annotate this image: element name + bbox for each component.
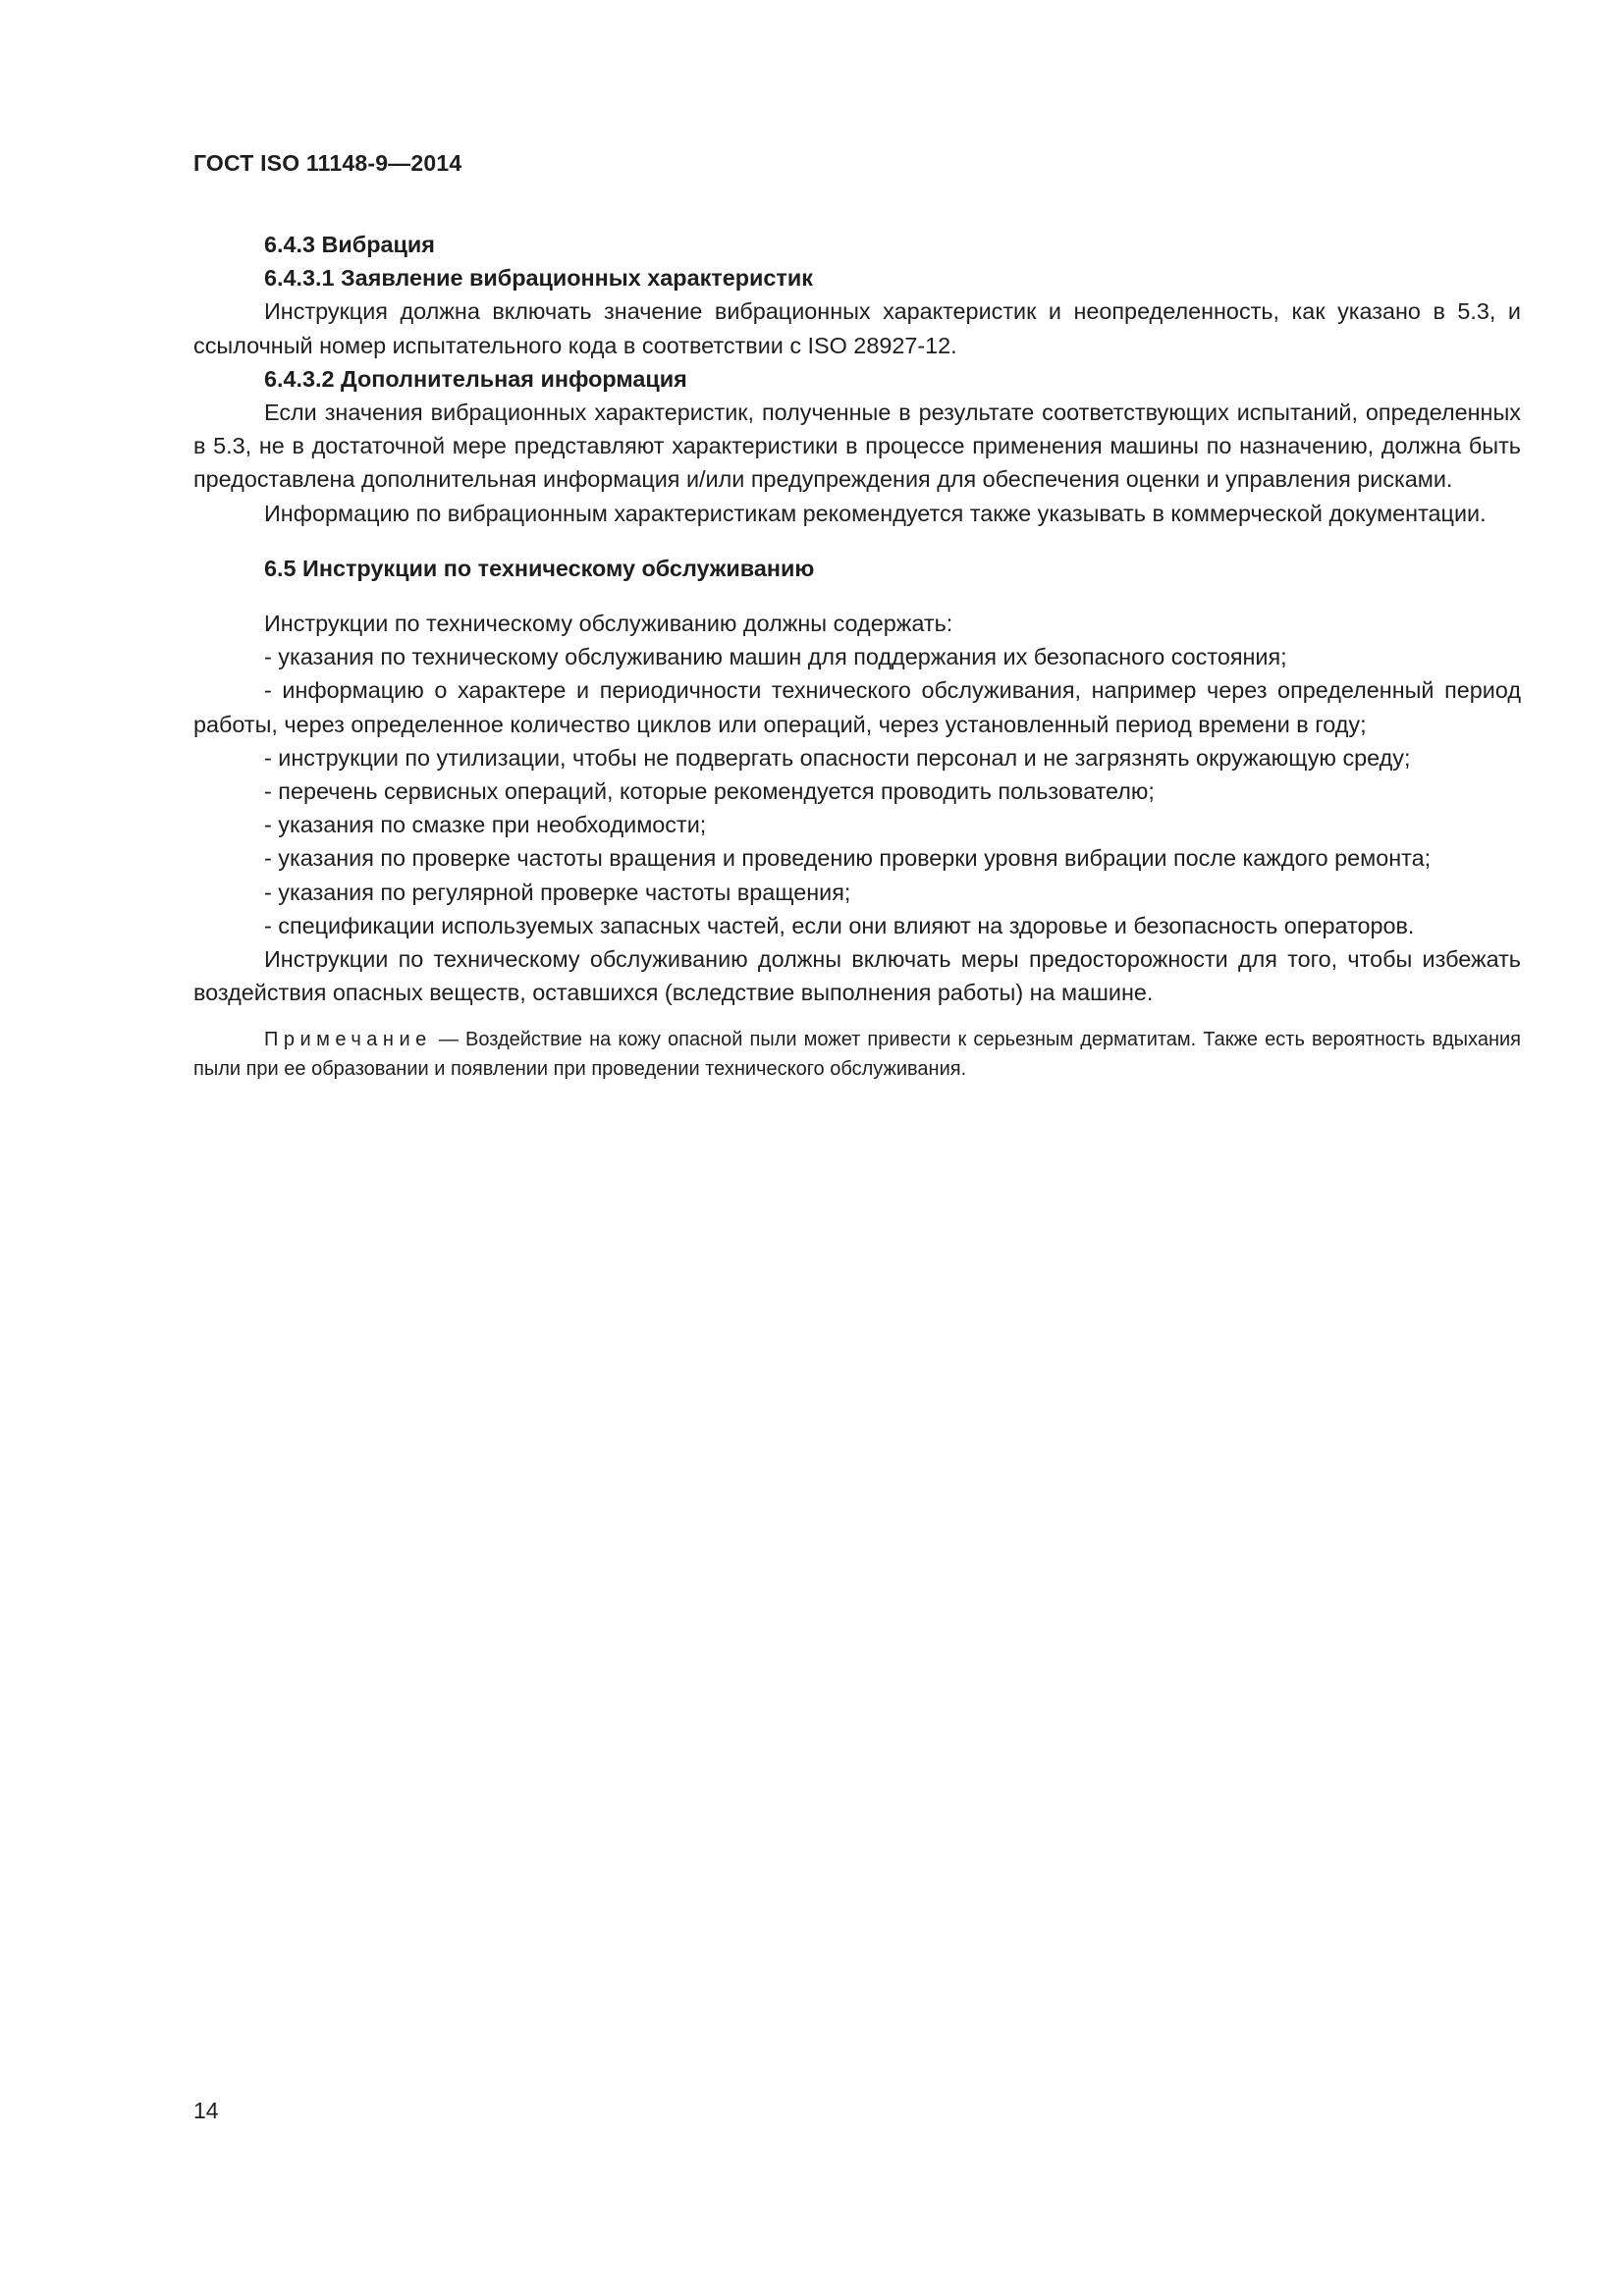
section-6-5-heading: 6.5 Инструкции по техническому обслуживанию [264, 555, 815, 581]
list-item: - информацию о характере и периодичности технического обслуживания, например через определенный период работы, через определенное количество циклов или операций, через установленный период времени в году; [193, 677, 1521, 737]
section-6-4-3-1-paragraph: Инструкция должна включать значение вибрационных характеристик и неопределенность, как указано в 5.3, и ссылочный номер испытательного кода в соответствии с ISO 28927-12. [193, 298, 1521, 358]
section-6-5-closing: Инструкции по техническому обслуживанию должны включать меры предосторожности для того, чтобы избежать воздействия опасных веществ, оставшихся (вследствие выполнения работы) на машине. [193, 946, 1521, 1006]
document-header: ГОСТ ISO 11148-9—2014 [193, 150, 462, 176]
note-label: Примечание [264, 1029, 432, 1051]
list-item: - спецификации используемых запасных частей, если они влияют на здоровье и безопасность операторов. [264, 912, 1415, 938]
list-item: - инструкции по утилизации, чтобы не подвергать опасности персонал и не загрязнять окружающую среду; [264, 744, 1411, 771]
section-6-4-3-2-paragraph-1: Если значения вибрационных характеристик, полученные в результате соответствующих испытаний, определенных в 5.3, не в достаточной мере представляют характеристики в процессе применения машины по назначению, должна быть предоставлена дополнительная информация и/или предупреждения для обеспечения оценки и управления рисками. [193, 400, 1521, 493]
page-content [193, 228, 1521, 1084]
list-item: - указания по регулярной проверке частоты вращения; [264, 879, 851, 905]
note-text: — Воздействие на кожу опасной пыли может привести к серьезным дерматитам. Также есть вероятность вдыхания пыли при ее образовании и появлении при проведении технического обслуживания. [193, 1029, 1521, 1081]
list-item: - указания по техническому обслуживанию машин для поддержания их безопасного состояния; [264, 644, 1287, 670]
section-6-4-3-2-heading: 6.4.3.2 Дополнительная информация [264, 365, 687, 392]
section-6-4-3-heading: 6.4.3 Вибрация [264, 232, 435, 257]
list-item: - указания по проверке частоты вращения и проведению проверки уровня вибрации после каждого ремонта; [264, 845, 1432, 872]
list-item: - перечень сервисных операций, которые рекомендуется проводить пользователю; [264, 778, 1155, 805]
list-item: - указания по смазке при необходимости; [264, 812, 707, 838]
page-number: 14 [193, 2098, 219, 2123]
section-6-5-intro: Инструкции по техническому обслуживанию должны содержать: [264, 611, 953, 637]
section-6-4-3-2-paragraph-2: Информацию по вибрационным характеристикам рекомендуется также указывать в коммерческой документации. [264, 500, 1487, 526]
note-paragraph [193, 1025, 1521, 1084]
section-6-4-3-1-heading: 6.4.3.1 Заявление вибрационных характеристик [264, 265, 813, 292]
